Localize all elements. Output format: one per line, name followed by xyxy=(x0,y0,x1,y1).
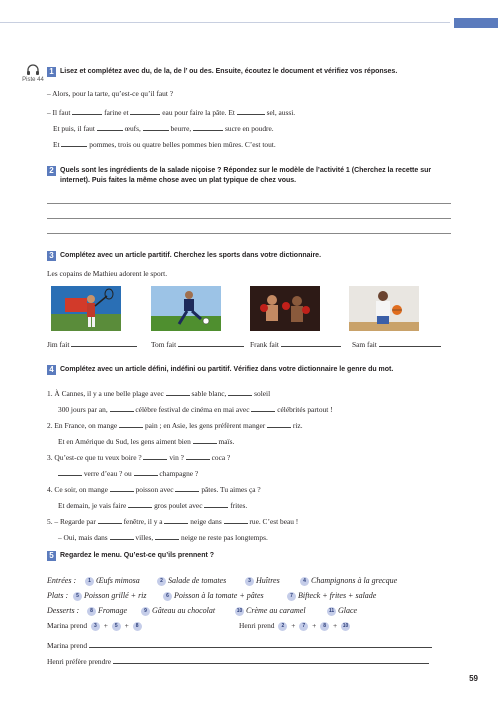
fill-blank[interactable] xyxy=(193,123,223,131)
fill-blank[interactable] xyxy=(228,388,252,396)
text-segment: Qu’est-ce que tu veux boire ? xyxy=(54,453,142,462)
fill-blank[interactable] xyxy=(119,420,143,428)
ex4-item-2-cont xyxy=(58,436,234,447)
menu-entrees-row xyxy=(47,576,457,586)
exercise-4-number: 4 xyxy=(47,365,56,375)
caption-label: Tom fait xyxy=(151,340,177,349)
menu-item xyxy=(298,576,397,586)
piste-label: Piste 44 xyxy=(22,77,44,83)
text-segment: célébrités partout ! xyxy=(277,405,333,414)
fill-blank[interactable] xyxy=(379,339,441,347)
text-segment: Ce soir, on mange xyxy=(54,485,108,494)
fill-blank[interactable] xyxy=(155,532,179,540)
text-segment: poisson avec xyxy=(135,485,174,494)
photo-basketball xyxy=(349,286,419,331)
fill-blank[interactable] xyxy=(175,484,199,492)
menu-item xyxy=(243,576,280,586)
menu-number-badge: 5 xyxy=(73,592,82,601)
menu-number-badge: 8 xyxy=(87,607,96,616)
ex4-item-3-cont xyxy=(58,468,198,479)
text-segment: célèbre festival de cinéma en mai avec xyxy=(135,405,250,414)
fill-blank[interactable] xyxy=(98,516,122,524)
answer-line[interactable] xyxy=(89,640,432,648)
fill-blank[interactable] xyxy=(130,107,160,115)
text-segment: sel, aussi. xyxy=(266,108,296,117)
photo-football xyxy=(151,286,221,331)
menu-number-badge: 1 xyxy=(85,577,94,586)
plus-sign: + xyxy=(291,621,296,630)
exercise-3-instruction: Complétez avec un article partitif. Cherchez les sports dans votre dictionnaire. xyxy=(60,252,322,259)
fill-blank[interactable] xyxy=(97,123,123,131)
menu-dish: Glace xyxy=(338,606,358,615)
fill-blank[interactable] xyxy=(237,107,265,115)
text-segment: – Il faut xyxy=(47,108,71,117)
text-segment: rue. C’est beau ! xyxy=(249,517,299,526)
menu-item xyxy=(155,576,226,586)
item-number: 2. xyxy=(47,421,53,430)
fill-blank[interactable] xyxy=(143,123,169,131)
answer-label: Henri préfère prendre xyxy=(47,657,112,666)
exercise-2-instruction: Quels sont les ingrédients de la salade niçoise ? Répondez sur le modèle de l’activité 1 (Cherchez la recette sur internet). Puis faites la même chose avec un plat typique de chez vous. xyxy=(60,167,432,184)
menu-item xyxy=(161,591,264,601)
ex4-item-1-cont xyxy=(58,404,333,415)
text-segment: fenêtre, il y a xyxy=(123,517,163,526)
fill-blank[interactable] xyxy=(267,420,291,428)
menu-plats-row xyxy=(47,591,457,601)
text-segment: verre d’eau ? ou xyxy=(83,469,132,478)
fill-blank[interactable] xyxy=(110,484,134,492)
item-number: 3. xyxy=(47,453,53,462)
menu-number-badge: 4 xyxy=(300,577,309,586)
fill-blank[interactable] xyxy=(204,500,228,508)
text-segment: œufs, xyxy=(124,124,141,133)
text-segment: neige ne reste pas longtemps. xyxy=(181,533,268,542)
ex4-item-4 xyxy=(47,484,261,495)
plus-sign: + xyxy=(333,621,338,630)
ex4-item-1 xyxy=(47,388,270,399)
menu-dish: Œufs mimosa xyxy=(96,576,140,585)
text-segment: maïs. xyxy=(218,437,235,446)
fill-blank[interactable] xyxy=(110,404,134,412)
exercise-1-instruction: Lisez et complétez avec du, de la, de l’ ou des. Ensuite, écoutez le document et vérifiez vos réponses. xyxy=(60,68,398,75)
answer-henri xyxy=(47,656,429,667)
text-segment: En France, on mange xyxy=(54,421,118,430)
menu-dish: Gâteau au chocolat xyxy=(152,606,216,615)
menu-dish: Salade de tomates xyxy=(168,576,227,585)
menu-item xyxy=(285,591,376,601)
header-accent-tab xyxy=(454,18,498,28)
answer-line[interactable] xyxy=(113,656,429,664)
ex4-item-5-cont xyxy=(58,532,268,543)
menu-desserts-row xyxy=(47,606,457,616)
answer-marina xyxy=(47,640,432,651)
menu-label-entrees: Entrées : xyxy=(47,576,77,585)
exercise-5-number: 5 xyxy=(47,551,56,561)
ex1-line-4 xyxy=(53,139,276,150)
fill-blank[interactable] xyxy=(71,339,137,347)
fill-blank[interactable] xyxy=(61,139,87,147)
header-rule xyxy=(0,22,450,23)
plus-sign: + xyxy=(312,621,317,630)
text-segment: 300 jours par an, xyxy=(58,405,108,414)
item-number: 5. xyxy=(47,517,53,526)
text-segment: Et demain, je vais faire xyxy=(58,501,127,510)
exercise-3-number: 3 xyxy=(47,251,56,261)
text-segment: villes, xyxy=(135,533,154,542)
choice-badge: 5 xyxy=(112,622,121,631)
text-segment: coca ? xyxy=(211,453,231,462)
caption-label: Frank fait xyxy=(250,340,279,349)
text-segment: À Cannes, il y a une belle plage avec xyxy=(54,389,164,398)
menu-number-badge: 9 xyxy=(141,607,150,616)
text-segment: soleil xyxy=(254,389,271,398)
menu-number-badge: 3 xyxy=(245,577,254,586)
caption-tom xyxy=(151,339,244,350)
answer-line[interactable] xyxy=(47,218,451,219)
ex1-line-1: – Alors, pour la tarte, qu’est-ce qu’il faut ? xyxy=(47,89,174,98)
caption-label: Jim fait xyxy=(47,340,70,349)
caption-frank xyxy=(250,339,341,350)
text-segment: – Regarde par xyxy=(54,517,96,526)
item-number: 4. xyxy=(47,485,53,494)
fill-blank[interactable] xyxy=(72,107,102,115)
text-segment: sucre en poudre. xyxy=(225,124,274,133)
photo-tennis xyxy=(51,286,121,331)
menu-item xyxy=(85,606,127,616)
choice-badge: 8 xyxy=(133,622,142,631)
marina-label: Marina prend xyxy=(47,621,88,630)
text-segment: Et puis, il faut xyxy=(53,124,95,133)
text-segment: farine et xyxy=(104,108,129,117)
fill-blank[interactable] xyxy=(178,339,244,347)
menu-item xyxy=(139,606,215,616)
menu-dish: Poisson à la tomate + pâtes xyxy=(174,591,264,600)
text-segment: riz. xyxy=(292,421,303,430)
choice-badge: 10 xyxy=(342,622,349,629)
menu-number-badge: 10 xyxy=(236,607,243,614)
caption-jim xyxy=(47,339,137,350)
exercise-2-number: 2 xyxy=(47,166,56,176)
menu-number-badge: 2 xyxy=(157,577,166,586)
fill-blank[interactable] xyxy=(143,452,167,460)
menu-number-badge: 11 xyxy=(328,607,335,614)
menu-item xyxy=(83,576,140,586)
fill-blank[interactable] xyxy=(193,436,217,444)
text-segment: neige dans xyxy=(190,517,222,526)
menu-item xyxy=(325,606,357,616)
menu-dish: Poisson grillé + riz xyxy=(84,591,147,600)
menu-dish: Huîtres xyxy=(256,576,280,585)
fill-blank[interactable] xyxy=(281,339,341,347)
text-segment: sable blanc, xyxy=(191,389,227,398)
fill-blank[interactable] xyxy=(134,468,158,476)
text-segment: pâtes. Tu aimes ça ? xyxy=(201,485,261,494)
fill-blank[interactable] xyxy=(166,388,190,396)
menu-label-desserts: Desserts : xyxy=(47,606,80,615)
ex1-line-3 xyxy=(53,123,274,134)
text-segment: champagne ? xyxy=(159,469,199,478)
photo-boxing xyxy=(250,286,320,331)
fill-blank[interactable] xyxy=(128,500,152,508)
audio-track xyxy=(18,64,48,83)
henri-choice xyxy=(239,621,352,631)
text-segment: Et en Amérique du Sud, les gens aiment bien xyxy=(58,437,191,446)
ex3-intro: Les copains de Mathieu adorent le sport. xyxy=(47,269,168,278)
menu-item xyxy=(233,606,306,616)
text-segment: gros poulet avec xyxy=(154,501,203,510)
fill-blank[interactable] xyxy=(164,516,188,524)
text-segment: – Oui, mais dans xyxy=(58,533,108,542)
menu-number-badge: 7 xyxy=(287,592,296,601)
fill-blank[interactable] xyxy=(251,404,275,412)
text-segment: Et xyxy=(53,140,60,149)
caption-sam xyxy=(352,339,441,350)
text-segment: beurre, xyxy=(170,124,192,133)
answer-line[interactable] xyxy=(47,233,451,234)
ex4-item-5 xyxy=(47,516,298,527)
exercise-5-instruction: Regardez le menu. Qu’est-ce qu’ils prennent ? xyxy=(60,552,215,559)
marina-choice xyxy=(47,621,144,631)
text-segment: vin ? xyxy=(169,453,184,462)
choice-badge: 7 xyxy=(299,622,308,631)
choice-badge: 3 xyxy=(91,622,100,631)
plus-sign: + xyxy=(103,621,108,630)
menu-label-plats: Plats : xyxy=(47,591,69,600)
menu-dish: Champignons à la grecque xyxy=(311,576,398,585)
menu-dish: Bifteck + frites + salade xyxy=(298,591,377,600)
exercise-4-instruction: Complétez avec un article défini, indéfini ou partitif. Vérifiez dans votre dictionnaire le genre du mot. xyxy=(60,366,394,373)
ex1-line-2 xyxy=(47,107,295,118)
fill-blank[interactable] xyxy=(58,468,82,476)
item-number: 1. xyxy=(47,389,53,398)
text-segment: eau pour faire la pâte. Et xyxy=(162,108,235,117)
menu-item xyxy=(71,591,147,601)
answer-label: Marina prend xyxy=(47,641,88,650)
choice-badge: 2 xyxy=(278,622,287,631)
menu-dish: Fromage xyxy=(98,606,128,615)
headphones-icon xyxy=(26,64,40,76)
fill-blank[interactable] xyxy=(224,516,248,524)
plus-sign: + xyxy=(124,621,129,630)
fill-blank[interactable] xyxy=(186,452,210,460)
ex4-item-2 xyxy=(47,420,303,431)
ex4-item-4-cont xyxy=(58,500,247,511)
fill-blank[interactable] xyxy=(110,532,134,540)
menu-dish: Crème au caramel xyxy=(246,606,306,615)
ex4-item-3 xyxy=(47,452,230,463)
caption-label: Sam fait xyxy=(352,340,377,349)
exercise-1-number: 1 xyxy=(47,67,56,77)
text-segment: pain ; en Asie, les gens préfèrent manger xyxy=(144,421,266,430)
henri-label: Henri prend xyxy=(239,621,275,630)
text-segment: pommes, trois ou quatre belles pommes bien mûres. C’est tout. xyxy=(89,140,276,149)
choice-badge: 8 xyxy=(320,622,329,631)
page-number: 59 xyxy=(469,674,478,683)
text-segment: frites. xyxy=(230,501,248,510)
menu-number-badge: 6 xyxy=(163,592,172,601)
answer-line[interactable] xyxy=(47,203,451,204)
